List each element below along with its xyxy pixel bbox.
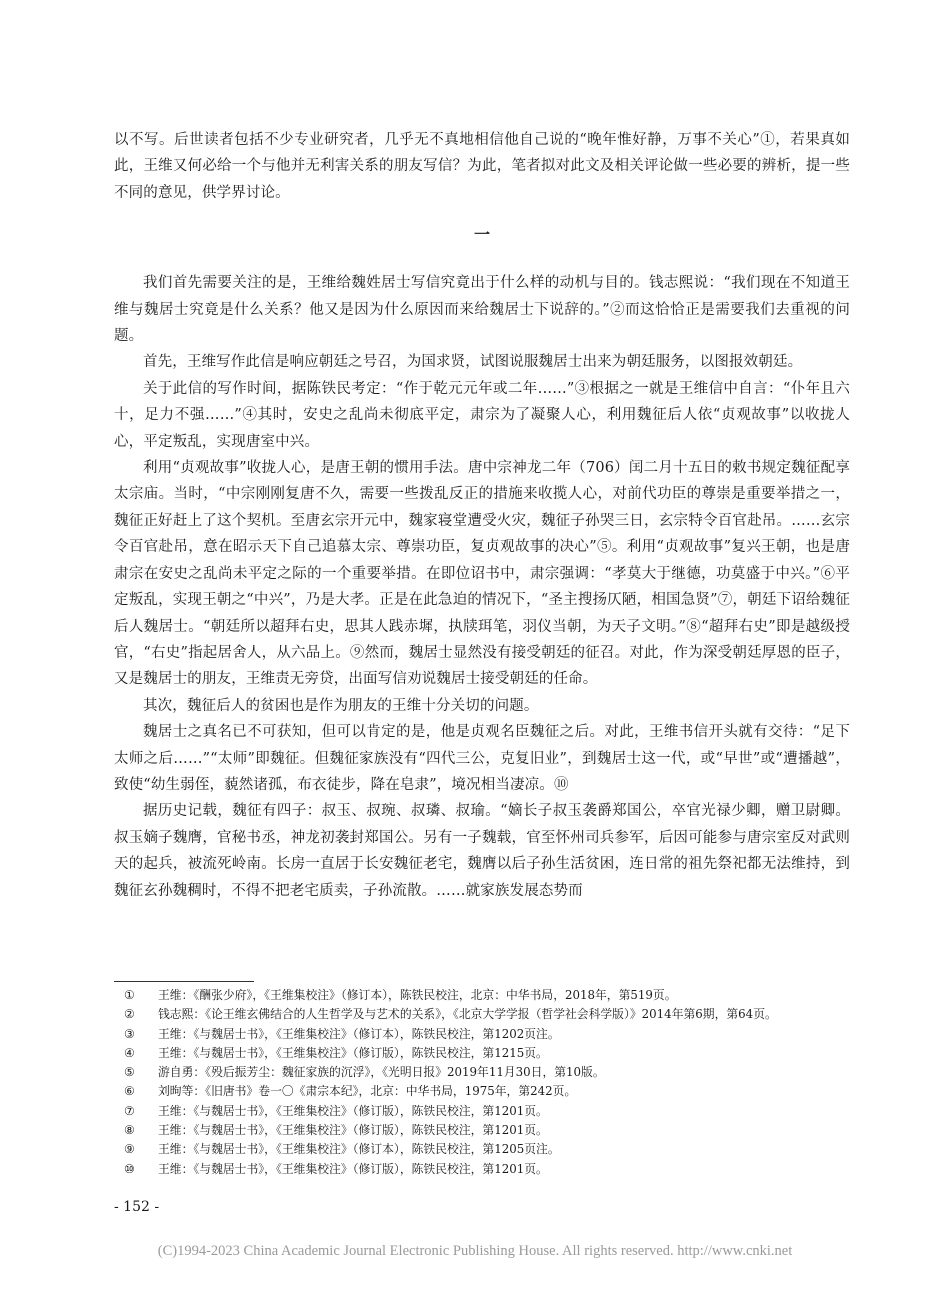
intro-paragraph: 以不写。后世读者包括不少专业研究者，几乎无不真地相信他自己说的“晚年惟好静，万事不关心”①，若果真如此，王维又何必给一个与他并无利害关系的朋友写信？为此，笔者拟对此文及相关评论做一些必要的辨析，提一些不同的意见，供学界讨论。 [114,132,850,201]
footnote-mark: ⑥ [124,1084,135,1099]
body-paragraph: 据历史记载，魏征有四子：叔玉、叔琬、叔璘、叔瑜。“嫡长子叔玉袭爵郑国公，卒官光禄少卿，赠卫尉卿。叔玉嫡子魏膺，官秘书丞，神龙初袭封郑国公。另有一子魏载，官至怀州司兵参军，后因可能参与唐宗室反对武则天的起兵，被流死岭南。长房一直居于长安魏征老宅，魏膺以后子孙生活贫困，连日常的祖先祭祀都无法维持，到魏征玄孙魏稠时，不得不把老宅质卖，子孙流散。……就家族发展态势而 [114,803,850,899]
footnote [114,1140,874,1159]
footnote [114,1063,874,1082]
footnote-text: 王维：《酬张少府》，《王维集校注》（修订本），陈铁民校注，北京：中华书局，2018年，第519页。 [158,988,677,1002]
footnote-mark: ⑩ [124,1161,135,1176]
page-number: - 152 - [114,1199,160,1215]
footnote [114,1025,874,1044]
footnote [114,1044,874,1063]
body-paragraph: 利用“贞观故事”收拢人心，是唐王朝的惯用手法。唐中宗神龙二年（706）闰二月十五日的敕书规定魏征配享太宗庙。当时，“中宗刚刚复唐不久，需要一些拨乱反正的措施来收揽人心，对前代功臣的尊崇是重要举措之一，魏征正好赶上了这个契机。至唐玄宗开元中，魏家寝堂遭受火灾，魏征子孙哭三日，玄宗特令百官赴吊。……玄宗令百官赴吊，意在昭示天下自己追慕太宗、尊崇功臣，复贞观故事的决心”⑤。利用“贞观故事”复兴王朝，也是唐肃宗在安史之乱尚未平定之际的一个重要举措。在即位诏书中，肃宗强调：“孝莫大于继德，功莫盛于中兴。”⑥平定叛乱，实现王朝之“中兴”，乃是大孝。正是在此急迫的情况下，“圣主搜扬仄陋，相国急贤”⑦，朝廷下诏给魏征后人魏居士。“朝廷所以超拜右史，思其人践赤墀，执牍珥笔，羽仪当朝，为天子文明。”⑧“超拜右史”即是越级授官，“右史”指起居舍人，从六品上。⑨然而，魏居士显然没有接受朝廷的征召。对此，作为深受朝廷厚恩的臣子，又是魏居士的朋友，王维责无旁贷，出面写信劝说魏居士接受朝廷的任命。 [114,460,850,688]
footnote-mark: ③ [124,1026,135,1041]
footnote-mark: ⑦ [124,1103,135,1118]
article-body [114,127,850,904]
footnote [114,1121,874,1140]
footnote [114,1102,874,1121]
footnote-mark: ⑧ [124,1123,135,1138]
footnote-text: 王维：《与魏居士书》，《王维集校注》（修订本），陈铁民校注，第1205页注。 [158,1142,560,1157]
body-paragraph: 魏居士之真名已不可获知，但可以肯定的是，他是贞观名臣魏征之后。对此，王维书信开头就有交待：“足下太师之后……”“太师”即魏征。但魏征家族没有“四代三公，克复旧业”，到魏居士这一代，或“早世”或“遭播越”，致使“幼生弱侄，藐然诸孤，布衣徒步，降在皂隶”，境况相当凄凉。⑩ [114,724,850,793]
footnote-mark: ⑨ [124,1142,135,1157]
section-heading: 一 [473,225,490,245]
footnote [114,1082,874,1101]
footnote-text: 王维：《与魏居士书》，《王维集校注》（修订版），陈铁民校注，第1201页。 [158,1161,548,1176]
body-paragraph: 首先，王维写作此信是响应朝廷之号召，为国求贤，试图说服魏居士出来为朝廷服务，以图报效朝廷。 [143,354,803,371]
footnote-text: 钱志熙：《论王维玄佛结合的人生哲学及与艺术的关系》，《北京大学学报（哲学社会科学版）》2014年第6期，第64页。 [158,1007,777,1022]
footnote [114,1005,874,1024]
footnote-text: 游自勇：《殁后振芳尘：魏征家族的沉浮》，《光明日报》2019年11月30日，第10版。 [158,1065,605,1080]
footnote-text: 王维：《与魏居士书》，《王维集校注》（修订版），陈铁民校注，第1201页。 [158,1103,548,1118]
footnote-mark: ⑤ [124,1065,135,1080]
body-paragraph: 我们首先需要关注的是，王维给魏姓居士写信究竟出于什么样的动机与目的。钱志熙说：“我们现在不知道王维与魏居士究竟是什么关系？他又是因为什么原因而来给魏居士下说辞的。”②而这恰恰正是需要我们去重视的问题。 [114,275,850,345]
footnote-text: 刘昫等：《旧唐书》卷一〇《肃宗本纪》，北京：中华书局，1975年，第242页。 [158,1084,577,1099]
footnote [114,986,874,1005]
body-paragraph: 其次，魏征后人的贫困也是作为朋友的王维十分关切的问题。 [143,697,539,714]
footnote-mark: ④ [124,1045,135,1060]
footnote-divider [114,981,254,982]
footnote-text: 王维：《与魏居士书》，《王维集校注》（修订版），陈铁民校注，第1215页。 [158,1045,548,1060]
footnote-mark: ② [124,1007,135,1022]
copyright-notice: (C)1994-2023 China Academic Journal Electronic Publishing House. All rights reserved. http://www.cnki.net [157,1243,793,1259]
body-paragraph: 关于此信的写作时间，据陈铁民考定：“作于乾元元年或二年……”③根据之一就是王维信中自言：“仆年且六十，足力不强……”④其时，安史之乱尚未彻底平定，肃宗为了凝聚人心，利用魏征后人依“贞观故事”以收拢人心，平定叛乱，实现唐室中兴。 [114,380,850,450]
footnote-mark: ① [124,988,135,1002]
footnote-text: 王维：《与魏居士书》，《王维集校注》（修订本），陈铁民校注，第1202页注。 [158,1026,560,1041]
footnote [114,1160,874,1179]
footnote-text: 王维：《与魏居士书》，《王维集校注》（修订版），陈铁民校注，第1201页。 [158,1123,548,1138]
footnotes [114,986,874,1179]
